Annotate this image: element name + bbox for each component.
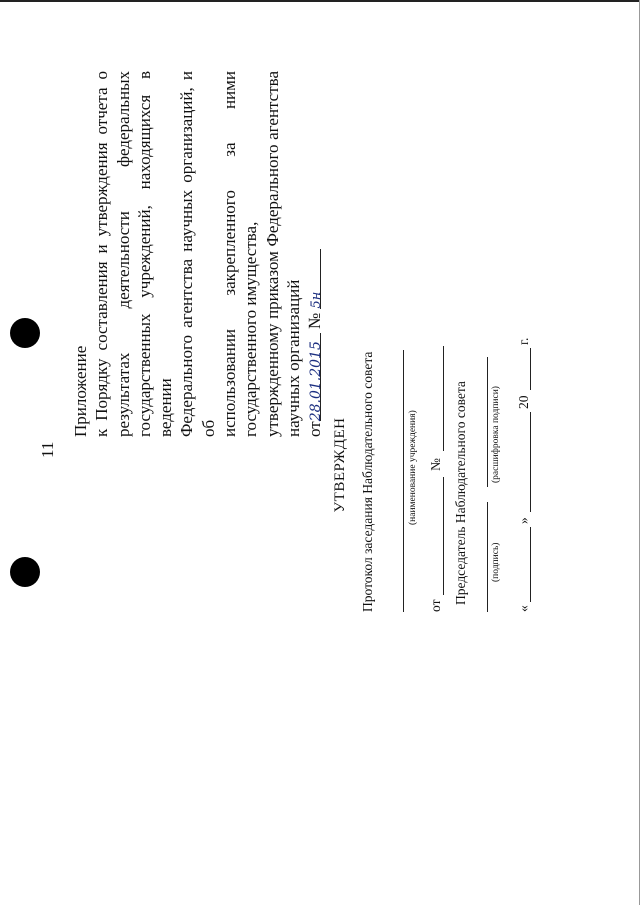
appendix-title: Приложение bbox=[71, 345, 90, 437]
appendix-line: государственного имущества, bbox=[241, 221, 261, 437]
from-label: от bbox=[428, 599, 443, 612]
handwritten-date-field bbox=[304, 333, 325, 422]
decoding-line bbox=[487, 357, 488, 487]
handwritten-date: 28.01.2015 bbox=[308, 341, 325, 422]
date-close-quote: » bbox=[516, 517, 531, 524]
appendix-line: к Порядку составления и утверждения отчета о bbox=[92, 71, 112, 437]
appendix-line: Федерального агентства научных организаций, и об bbox=[177, 71, 218, 437]
date-prefix: от bbox=[305, 421, 325, 437]
appendix-line: государственных учреждений, находящихся в ведении bbox=[134, 71, 176, 437]
protocol-number-line bbox=[443, 346, 444, 451]
day-line bbox=[530, 527, 531, 602]
appendix-line: использовании закрепленного за ними bbox=[220, 71, 240, 437]
signature-caption: (подпись) bbox=[491, 542, 501, 582]
appendix-date-line bbox=[304, 71, 325, 437]
appendix-header bbox=[70, 71, 326, 437]
handwritten-number-field bbox=[304, 249, 325, 309]
appendix-line: научных организаций bbox=[283, 279, 303, 437]
year-suffix: г. bbox=[516, 337, 531, 345]
year-prefix: 20 bbox=[516, 395, 531, 409]
appendix-line: утвержденному приказом Федерального агентства bbox=[262, 71, 282, 437]
year-line bbox=[530, 348, 531, 390]
institution-line bbox=[403, 350, 404, 612]
appendix-line: результатах деятельности федеральных bbox=[113, 71, 133, 437]
institution-caption: (наименование учреждения) bbox=[408, 410, 418, 525]
handwritten-number: 5н bbox=[309, 291, 325, 309]
chairman-label: Председатель Наблюдательного совета bbox=[453, 381, 468, 605]
signature-line bbox=[487, 502, 488, 612]
approved-title: УТВЕРЖДЕН bbox=[332, 417, 348, 513]
protocol-caption: Протокол заседания Наблюдательного совета bbox=[360, 351, 375, 612]
number-label: № bbox=[305, 312, 325, 330]
protocol-number-label: № bbox=[428, 458, 443, 471]
page-number: 11 bbox=[38, 441, 57, 458]
month-line bbox=[530, 412, 531, 512]
decoding-caption: (расшифровка подписи) bbox=[491, 386, 501, 483]
date-open-quote: « bbox=[516, 605, 531, 612]
from-date-line bbox=[443, 477, 444, 595]
